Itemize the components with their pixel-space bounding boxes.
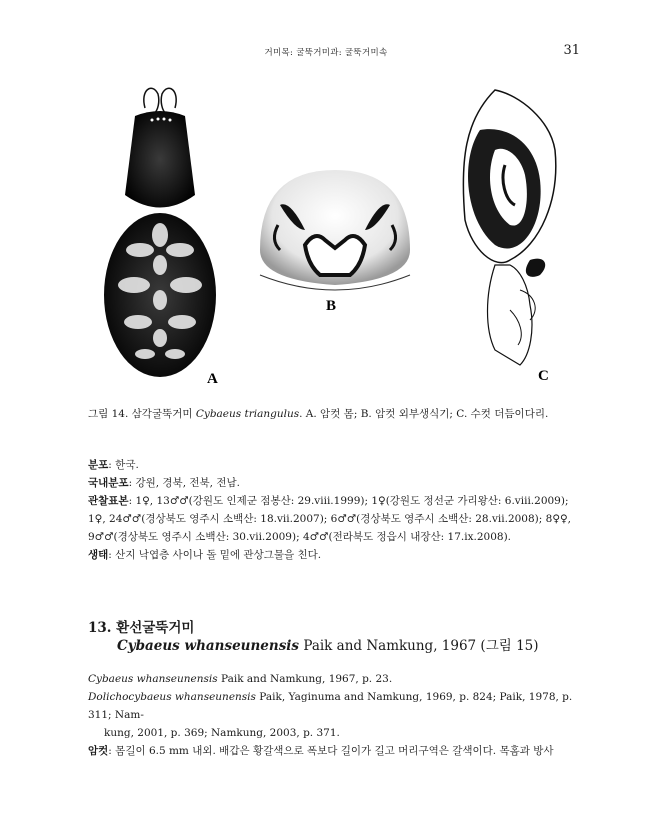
specimens-examined: [88, 492, 588, 546]
ref2-text: Paik, Yaginuma and Namkung, 1969, p. 824; Paik, 1978, p. 311; Nam-: [88, 691, 573, 721]
reference-1: [88, 670, 588, 688]
ref2-species: Dolichocybaeus whanseunensis: [88, 691, 256, 703]
ref1-text: Paik and Namkung, 1967, p. 23.: [217, 673, 393, 685]
panel-c-male-palp: [463, 90, 555, 365]
domestic-label: 국내분포: [88, 477, 129, 489]
specimens-line-2: 1♀, 24♂♂(경상북도 영주시 소백산: 18.vii.2007); 6♂♂(경상북도 영주시 소백산: 28.vii.2008); 8♀♀,: [88, 513, 572, 525]
distribution: [88, 456, 588, 474]
section-authority: Paik and Namkung, 1967 (그림 15): [299, 638, 539, 654]
figure-caption: [88, 406, 588, 421]
panel-b-label: B: [326, 298, 337, 314]
ref2-continued: kung, 2001, p. 369; Namkung, 2003, p. 371.: [104, 727, 340, 739]
female-label: 암컷: [88, 745, 109, 757]
running-head: 거미목: 굴뚝거미과: 굴뚝거미속: [264, 48, 388, 58]
section-species-heading: [117, 634, 539, 654]
female-text: : 몸길이 6.5 mm 내외. 배갑은 황갈색으로 폭보다 길이가 길고 머리구역은 갈색이다. 목홈과 방사: [108, 745, 554, 757]
reference-2: [88, 688, 588, 742]
panel-a-spider-body: [104, 88, 216, 377]
section-title: 13. 환선굴뚝거미: [88, 620, 195, 636]
specimens-line-1: : 1♀, 13♂♂(강원도 인제군 점봉산: 29.viii.1999); 1♀(강원도 정선군 가리왕산: 6.viii.2009);: [128, 495, 569, 507]
distribution-text: : 한국.: [108, 459, 139, 471]
section-species: Cybaeus whanseunensis: [117, 638, 300, 654]
caption-rest: . A. 암컷 몸; B. 암컷 외부생식기; C. 수컷 더듬이다리.: [299, 408, 549, 420]
ref1-species: Cybaeus whanseunensis: [88, 673, 218, 685]
ecology-text: : 산지 낙엽층 사이나 돌 밑에 관상그물을 친다.: [108, 549, 322, 561]
caption-prefix: 그림 14. 삼각굴뚝거미: [88, 408, 196, 420]
caption-species: Cybaeus triangulus: [195, 408, 300, 420]
specimens-label: 관찰표본: [88, 495, 129, 507]
panel-b-epigynum: [260, 170, 410, 290]
domestic-distribution: [88, 474, 588, 492]
page-number: 31: [563, 43, 580, 58]
female-description: [88, 742, 588, 760]
specimens-line-3: 9♂♂(경상북도 영주시 소백산: 30.vii.2009); 4♂♂(전라북도 정읍시 내장산: 17.ix.2008).: [88, 531, 512, 543]
figure-14: [100, 80, 580, 390]
domestic-text: : 강원, 경북, 전북, 전남.: [128, 477, 240, 489]
panel-c-label: C: [538, 368, 549, 384]
ecology-label: 생태: [88, 549, 109, 561]
panel-a-label: A: [207, 371, 218, 387]
figure-illustrations: [100, 80, 580, 390]
distribution-label: 분포: [88, 459, 109, 471]
ecology: [88, 546, 588, 564]
